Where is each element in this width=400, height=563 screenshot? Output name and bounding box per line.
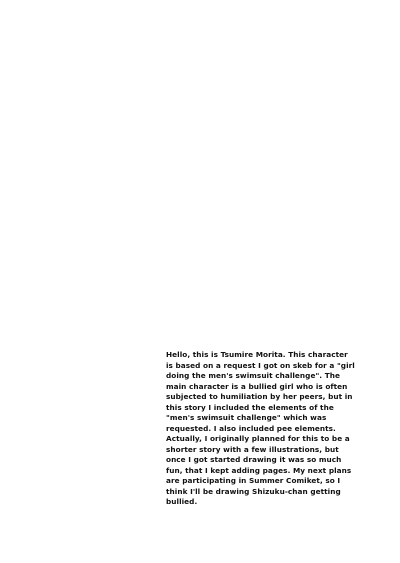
afterword-line: are participating in Summer Comiket, so I xyxy=(166,476,341,485)
afterword-line: shorter story with a few illustrations, but xyxy=(166,444,339,454)
afterword-line: Actually, I originally planned for this to be a xyxy=(166,434,350,443)
afterword-line: is based on a request I got on skeb for a "girl xyxy=(166,360,355,370)
afterword-line: fun, that I kept adding pages. My next plans xyxy=(166,465,352,475)
afterword-line: bullied. xyxy=(166,497,198,506)
afterword-line: doing the men's swimsuit challenge". The xyxy=(166,371,340,380)
afterword-line: requested. I also included pee elements. xyxy=(166,423,336,433)
afterword-line: "men's swimsuit challenge" which was xyxy=(166,413,327,422)
afterword-line: once I got started drawing it was so much xyxy=(166,455,342,464)
afterword-text xyxy=(166,350,366,508)
afterword-line: think I'll be drawing Shizuku-chan getting xyxy=(166,486,341,496)
afterword-line: this story I included the elements of the xyxy=(166,402,334,412)
afterword-line: subjected to humiliation by her peers, but in xyxy=(166,392,353,401)
afterword-line: Hello, this is Tsumire Morita. This character xyxy=(166,350,348,359)
afterword-line: main character is a bullied girl who is often xyxy=(166,381,348,391)
